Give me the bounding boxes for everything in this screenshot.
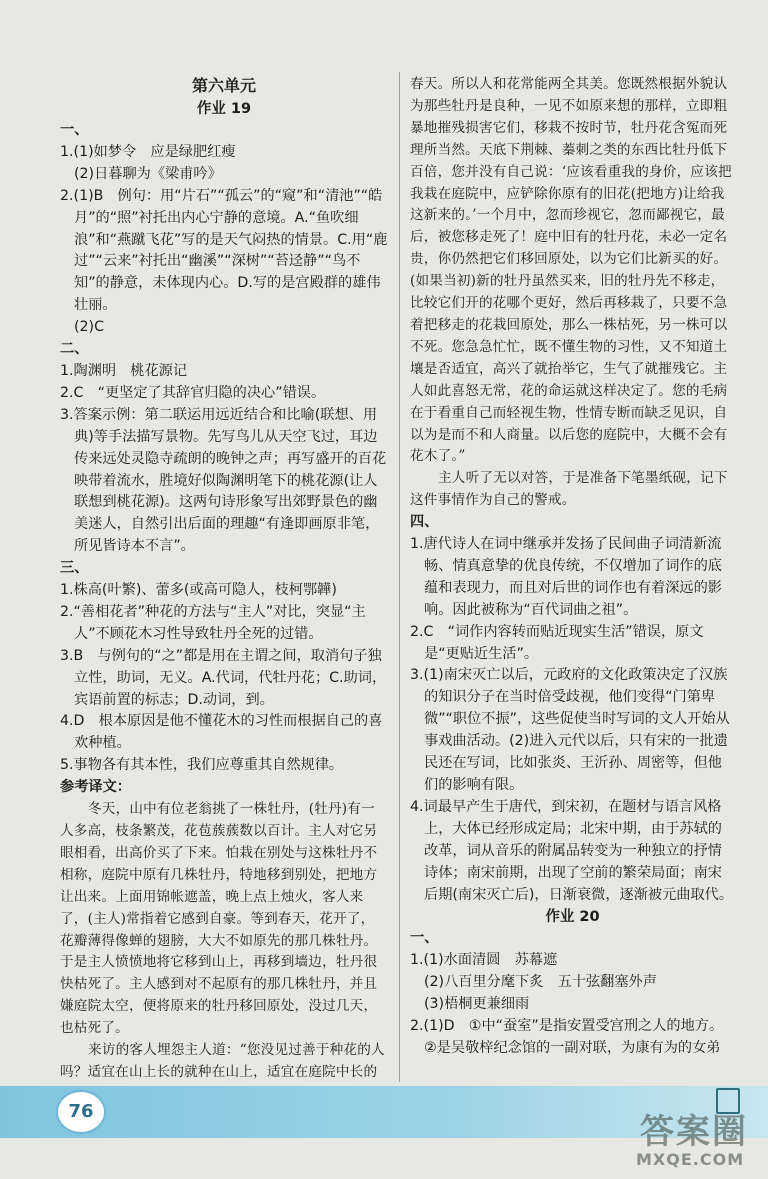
section-heading-4: 四、 <box>410 514 439 531</box>
answer-3-4: 4.D 根本原因是他不懂花木的习性而根据自己的喜欢种植。 <box>60 713 383 752</box>
answer-3-2: 2.“善相花者”种花的方法与“主人”对比，突显“主人”不顾花木习性导致牡丹全死的过错。 <box>60 603 366 642</box>
section-heading-2: 二、 <box>60 341 89 358</box>
reference-paragraph-3: 主人听了无以对答，于是准备下笔墨纸砚，记下这件事情作为自己的警戒。 <box>410 470 728 509</box>
answer-4-3: 3.(1)南宋灭亡以后，元政府的文化政策决定了汉族的知识分子在当时倍受歧视，他们变得“门第卑微”“职位不振”，这些促使当时写词的文人开始从事戏曲活动。(2)进入元代以后，只有宋的一批遗民还在写词，比如张炎、王沂孙、周密等，但他们的影响有限。 <box>410 667 730 793</box>
section-heading-1: 一、 <box>60 122 89 138</box>
answer-5-1c: (3)梧桐更兼细雨 <box>424 996 530 1013</box>
column-divider <box>399 72 400 1082</box>
answer-3-5: 5.事物各有其本性，我们应尊重其自然规律。 <box>60 757 344 774</box>
reference-paragraph-2: 来访的客人埋怨主人道：“您没见过善于种花的人吗？适宜在山上长的就种在山上，适宜在庭院中长的 <box>60 1042 385 1080</box>
answer-4-4: 4.词最早产生于唐代，到宋初，在题材与语言风格上，大体已经形成定局；北宋中期，由于苏轼的改革，词从音乐的附属品转变为一种独立的抒情诗体；南宋前期，出现了空前的繁荣局面；南宋后期(南宋灭亡后)，日渐衰微，逐渐被元曲取代。 <box>410 798 734 903</box>
answer-2-3: 3.答案示例：第二联运用远近结合和比喻(联想、用典)等手法描写景物。先写鸟儿从天空飞过，耳边传来远处灵隐寺疏朗的晚钟之声；再写盛开的百花映带着流水，胜境好似陶渊明笔下的桃花源(让人联想到桃花源)。这两句诗形象写出郊野景色的幽美迷人，自然引出后面的理趣“有逢即画原非笔，所见皆诗本不言”。 <box>60 406 387 555</box>
answer-5-1b: (2)八百里分麾下炙 五十弦翻塞外声 <box>424 974 657 991</box>
answer-2-1: 1.陶渊明 桃花源记 <box>60 362 188 379</box>
reference-translation-label: 参考译文： <box>60 779 131 796</box>
answer-2-2: 2.C “更坚定了其辞官归隐的决心”错误。 <box>60 384 326 401</box>
answer-5-1: 1.(1)水面清圆 苏幕遮 <box>410 952 558 969</box>
answer-4-2: 2.C “词作内容转而贴近现实生活”错误，原文是“更贴近生活”。 <box>410 623 704 662</box>
answer-5-2: 2.(1)D ①中“蚕室”是指安置受宫刑之人的地方。②是吴敬梓纪念馆的一副对联，为康有为的女弟 <box>410 1018 724 1056</box>
page-number: 76 <box>56 1090 106 1134</box>
answer-3-1: 1.株高(叶繁)、蕾多(或高可隐人，枝柯鄂韡) <box>60 582 337 599</box>
right-column <box>410 74 735 1060</box>
left-column <box>60 74 388 1106</box>
homework-20-title: 作业 20 <box>545 909 600 926</box>
reference-continuation: 春天。所以人和花常能两全其美。您既然根据外貌认为那些牡丹是良种，一见不如原来想的那样，立即粗暴地摧残损害它们，移栽不按时节，牡丹花含冤而死理所当然。天底下荆棘、蓁刺之类的东西比牡丹低下百倍，您并没有自己说：‘应该看重我的身价，应该把我栽在庭院中，应铲除你原有的旧花(把地方)让给我这新来的。’一个月中，忽而珍视它，忽而鄙视它，最后，被您移走死了！庭中旧有的牡丹花，未必一定名贵，你仍然把它们移回原处，以为它们比新买的好。(如果当初)新的牡丹虽然买来，旧的牡丹先不移走，比较它们开的花哪个更好，然后再移栽了，只要不急着把移走的花栽回原处，那么一株枯死，另一株可以不死。您急急忙忙，既不懂生物的习性，又不知道土壤是否适宜，高兴了就抬举它，生气了就摧残它。主人如此喜怒无常，花的命运就这样决定了。您的毛病在于看重自己而轻视生物，性情专断而缺乏见识，自以为是而不和人商量。以后您的庭院中，大概不会有花木了。” <box>410 76 732 465</box>
answer-1-2b: (2)C <box>74 319 105 336</box>
unit-title: 第六单元 <box>191 76 256 95</box>
reference-paragraph-1: 冬天，山中有位老翁挑了一株牡丹，(牡丹)有一人多高，枝条繁茂，花苞蔟蔟数以百计。主人对它另眼相看，出高价买了下来。怕栽在别处与这株牡丹不相称，庭院中原有几株牡丹，特地移到别处，把地方让出来。上面用锦帐遮盖，晚上点上烛火，客人来了，(主人)常指着它感到自豪。等到春天，花开了，花瓣薄得像蝉的翅膀，大大不如原先的那几株牡丹。于是主人愤愤地将它移到山上，再移到墙边，牡丹很快枯死了。主人感到对不起原有的那几株牡丹，并且嫌庭院太空，便将原来的牡丹移回原处，没过几天，也枯死了。 <box>60 801 378 1037</box>
homework-19-title: 作业 19 <box>196 101 252 117</box>
watermark-url: MXQE.COM <box>636 1150 745 1169</box>
section-heading-3: 三、 <box>60 560 89 577</box>
answer-1-2: 2.(1)B 例句：用“片石”“孤云”的“窥”和“清池”“皓月”的“照”衬托出内心宁静的意境。A.“鱼吹细浪”和“燕蹴飞花”写的是天气闷热的情景。C.用“鹿过”“云来”衬托出“幽溪”“深树”“苔迳静”“鸟不知”的静意，未体现内心。D.写的是宫殿群的雄伟壮丽。 <box>60 187 388 314</box>
answer-4-1: 1.唐代诗人在词中继承并发扬了民间曲子词清新流畅、情真意挚的优良传统，不仅增加了词作的底蕴和表现力，而且对后世的词作也有着深远的影响。因此被称为“百代词曲之祖”。 <box>410 536 722 618</box>
answer-1-1b: (2)日暮聊为《梁甫吟》 <box>74 165 222 182</box>
answer-3-3: 3.B 与例句的“之”都是用在主谓之间，取消句子独立性，助词，无义。A.代词，代牡丹花；C.助词，宾语前置的标志；D.动词，到。 <box>60 647 387 708</box>
watermark-logo: 答案圈 <box>640 1112 748 1152</box>
answer-1-1: 1.(1)如梦令 应是绿肥红瘦 <box>60 143 236 160</box>
section-heading-5: 一、 <box>410 930 439 947</box>
